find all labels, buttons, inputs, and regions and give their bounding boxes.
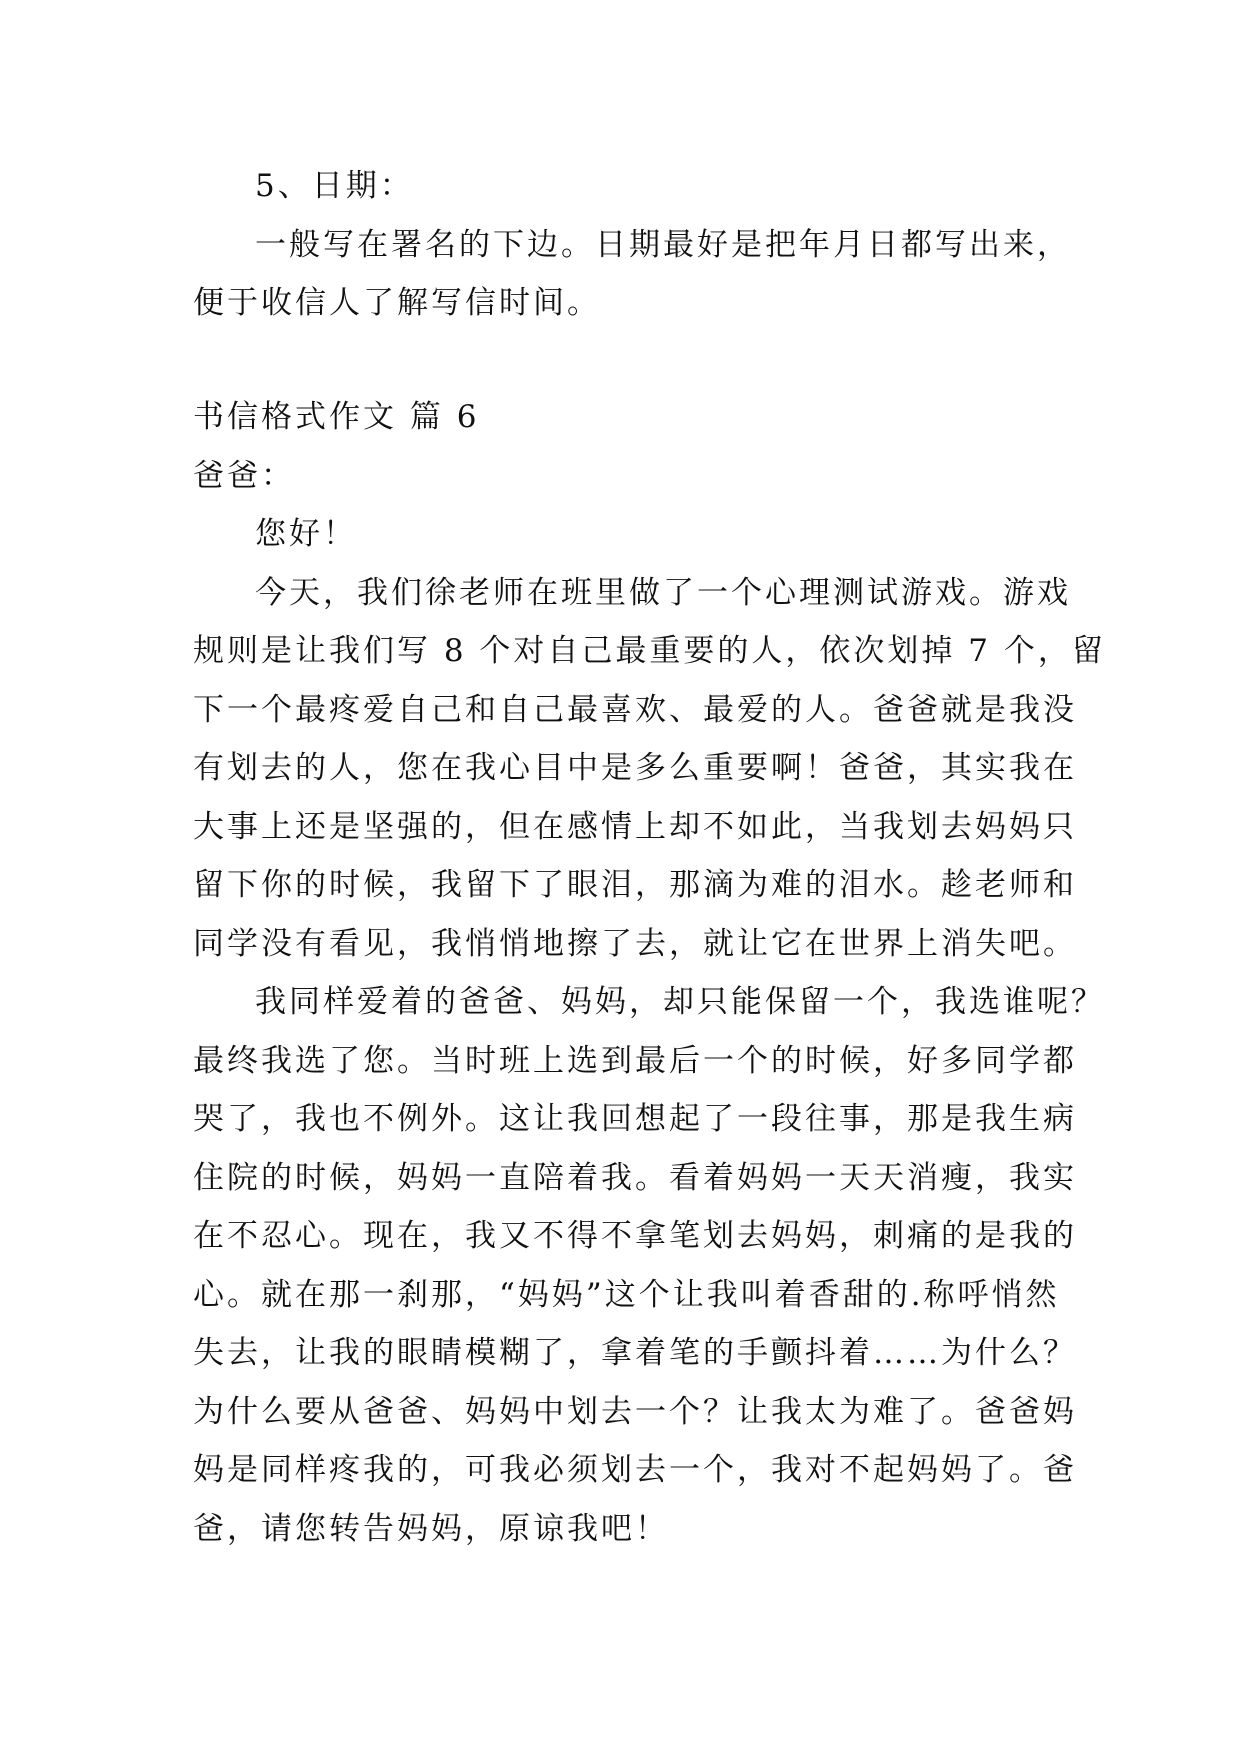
- paragraph-line: 住院的时候，妈妈一直陪着我。看着妈妈一天天消瘦，我实: [193, 1160, 1077, 1196]
- article-title: 书信格式作文 篇 6: [193, 399, 480, 435]
- paragraph-line: 今天，我们徐老师在班里做了一个心理测试游戏。游戏: [255, 575, 1071, 611]
- paragraph-line: 哭了，我也不例外。这让我回想起了一段往事，那是我生病: [193, 1101, 1077, 1137]
- paragraph-line: 便于收信人了解写信时间。: [193, 285, 601, 321]
- paragraph-line: 在不忍心。现在，我又不得不拿笔划去妈妈，刺痛的是我的: [193, 1218, 1077, 1254]
- paragraph-line: 大事上还是坚强的，但在感情上却不如此，当我划去妈妈只: [193, 809, 1077, 845]
- paragraph-line: 规则是让我们写 8 个对自己最重要的人，依次划掉 7 个，留: [193, 633, 1106, 669]
- paragraph-line: 留下你的时候，我留下了眼泪，那滴为难的泪水。趁老师和: [193, 867, 1077, 903]
- paragraph-line: 爸，请您转告妈妈，原谅我吧！: [193, 1511, 669, 1547]
- letter-salutation: 爸爸：: [193, 458, 295, 494]
- paragraph-line: 我同样爱着的爸爸、妈妈，却只能保留一个，我选谁呢？: [255, 984, 1105, 1020]
- paragraph-line: 失去，让我的眼睛模糊了，拿着笔的手颤抖着……为什么？: [193, 1335, 1077, 1371]
- paragraph-line: 妈是同样疼我的，可我必须划去一个，我对不起妈妈了。爸: [193, 1452, 1077, 1488]
- paragraph-line: 同学没有看见，我悄悄地擦了去，就让它在世界上消失吧。: [193, 926, 1077, 962]
- paragraph-line: 有划去的人，您在我心目中是多么重要啊！爸爸，其实我在: [193, 750, 1077, 786]
- paragraph-line: 一般写在署名的下边。日期最好是把年月日都写出来，: [255, 227, 1071, 263]
- section-heading: 5、日期：: [255, 168, 414, 204]
- paragraph-line: 最终我选了您。当时班上选到最后一个的时候，好多同学都: [193, 1043, 1077, 1079]
- paragraph-line: 下一个最疼爱自己和自己最喜欢、最爱的人。爸爸就是我没: [193, 692, 1077, 728]
- letter-greeting: 您好！: [255, 516, 357, 552]
- paragraph-line: 为什么要从爸爸、妈妈中划去一个？让我太为难了。爸爸妈: [193, 1394, 1077, 1430]
- paragraph-line: 心。就在那一刹那，“妈妈”这个让我叫着香甜的.称呼悄然: [193, 1277, 1060, 1313]
